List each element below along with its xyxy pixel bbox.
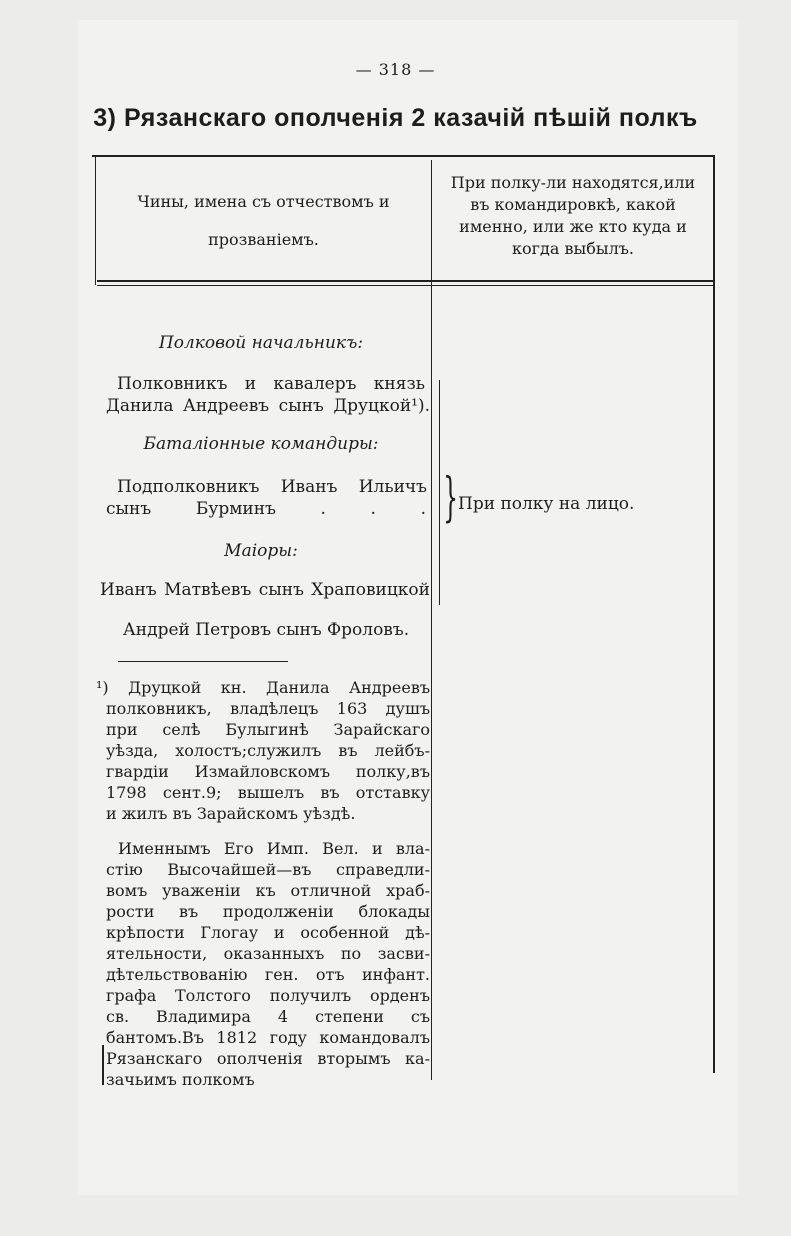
footnote-line: гвардіи Измайловскомъ полку,въ [106,762,430,781]
status-column-header: При полку-ли находятся,или въ командировкѣ, какой именно, или же кто куда и когда выбылъ. [450,173,696,258]
major-2: Андрей Петровъ сынъ Фроловъ. [122,620,410,640]
commander-line-1: Полковникъ и кавалеръ князь [117,374,425,394]
majors-title: Маіоры: [224,541,298,561]
footnote-line: бантомъ.Въ 1812 году командовалъ [106,1028,430,1047]
page-number: — 318 — [355,60,436,79]
commander-title: Полковой начальникъ: [158,333,364,353]
header-bottom-rule-2 [97,285,713,286]
footnote-line: и жилъ въ Зарайскомъ уѣздѣ. [106,804,356,823]
names-bracket [439,380,440,605]
footnote-line: Именнымъ Его Имп. Вел. и вла- [118,839,430,858]
footnote-line: 1798 сент.9; вышелъ въ отставку [106,783,430,802]
battalion-line-1: Подполковникъ Иванъ Ильичъ [117,477,427,497]
footnote-line: дѣтельствованію ген. отъ инфант. [106,965,430,984]
footnote-line: св. Владимира 4 степени съ [106,1007,430,1026]
commander-line-2: Данила Андреевъ сынъ Друцкой¹). [106,396,430,416]
footnote-line: вомъ уваженіи къ отличной храб- [106,881,430,900]
footnote-line: графа Толстого получилъ орденъ [106,986,430,1005]
bracket-brace: } [443,468,458,528]
footnote-line: ятельности, оказанныхъ по засви- [106,944,430,963]
names-column-header: Чины, имена съ отчествомъ и прозваніемъ. [137,192,390,249]
footnote-line: Рязанскаго ополченія вторымъ ка- [106,1049,430,1068]
header-bottom-rule [97,280,713,282]
table-top-rule [92,155,714,157]
battalion-title: Баталіонные командиры: [143,434,379,454]
footnote-line: крѣпости Глогау и особенной дѣ- [106,923,430,942]
footnote-line: рости въ продолженіи блокады [106,902,430,921]
battalion-line-2: сынъ Бурминъ . . . [106,499,426,519]
table-right-border [713,155,715,1073]
footnote-line: стію Высочайшей—въ справедли- [106,860,430,879]
footnote-line: ¹) Друцкой кн. Данила Андреевъ [96,678,430,697]
column-divider [431,160,432,1080]
footnote-rule [118,661,288,662]
major-1: Иванъ Матвѣевъ сынъ Храповицкой [100,580,430,600]
footnote-line: зачьимъ полкомъ [106,1070,255,1089]
page-title: 3) Рязанскаго ополченія 2 казачій пѣшій полкъ [93,104,698,132]
footnote-line: при селѣ Булыгинѣ Зарайскаго [106,720,430,739]
footnote-margin-mark [102,1045,104,1085]
footnote-line: полковникъ, владѣлецъ 163 душъ [106,699,430,718]
footnote-line: уѣзда, холостъ;служилъ въ лейбъ- [106,741,430,760]
status-text: При полку на лицо. [458,494,635,514]
